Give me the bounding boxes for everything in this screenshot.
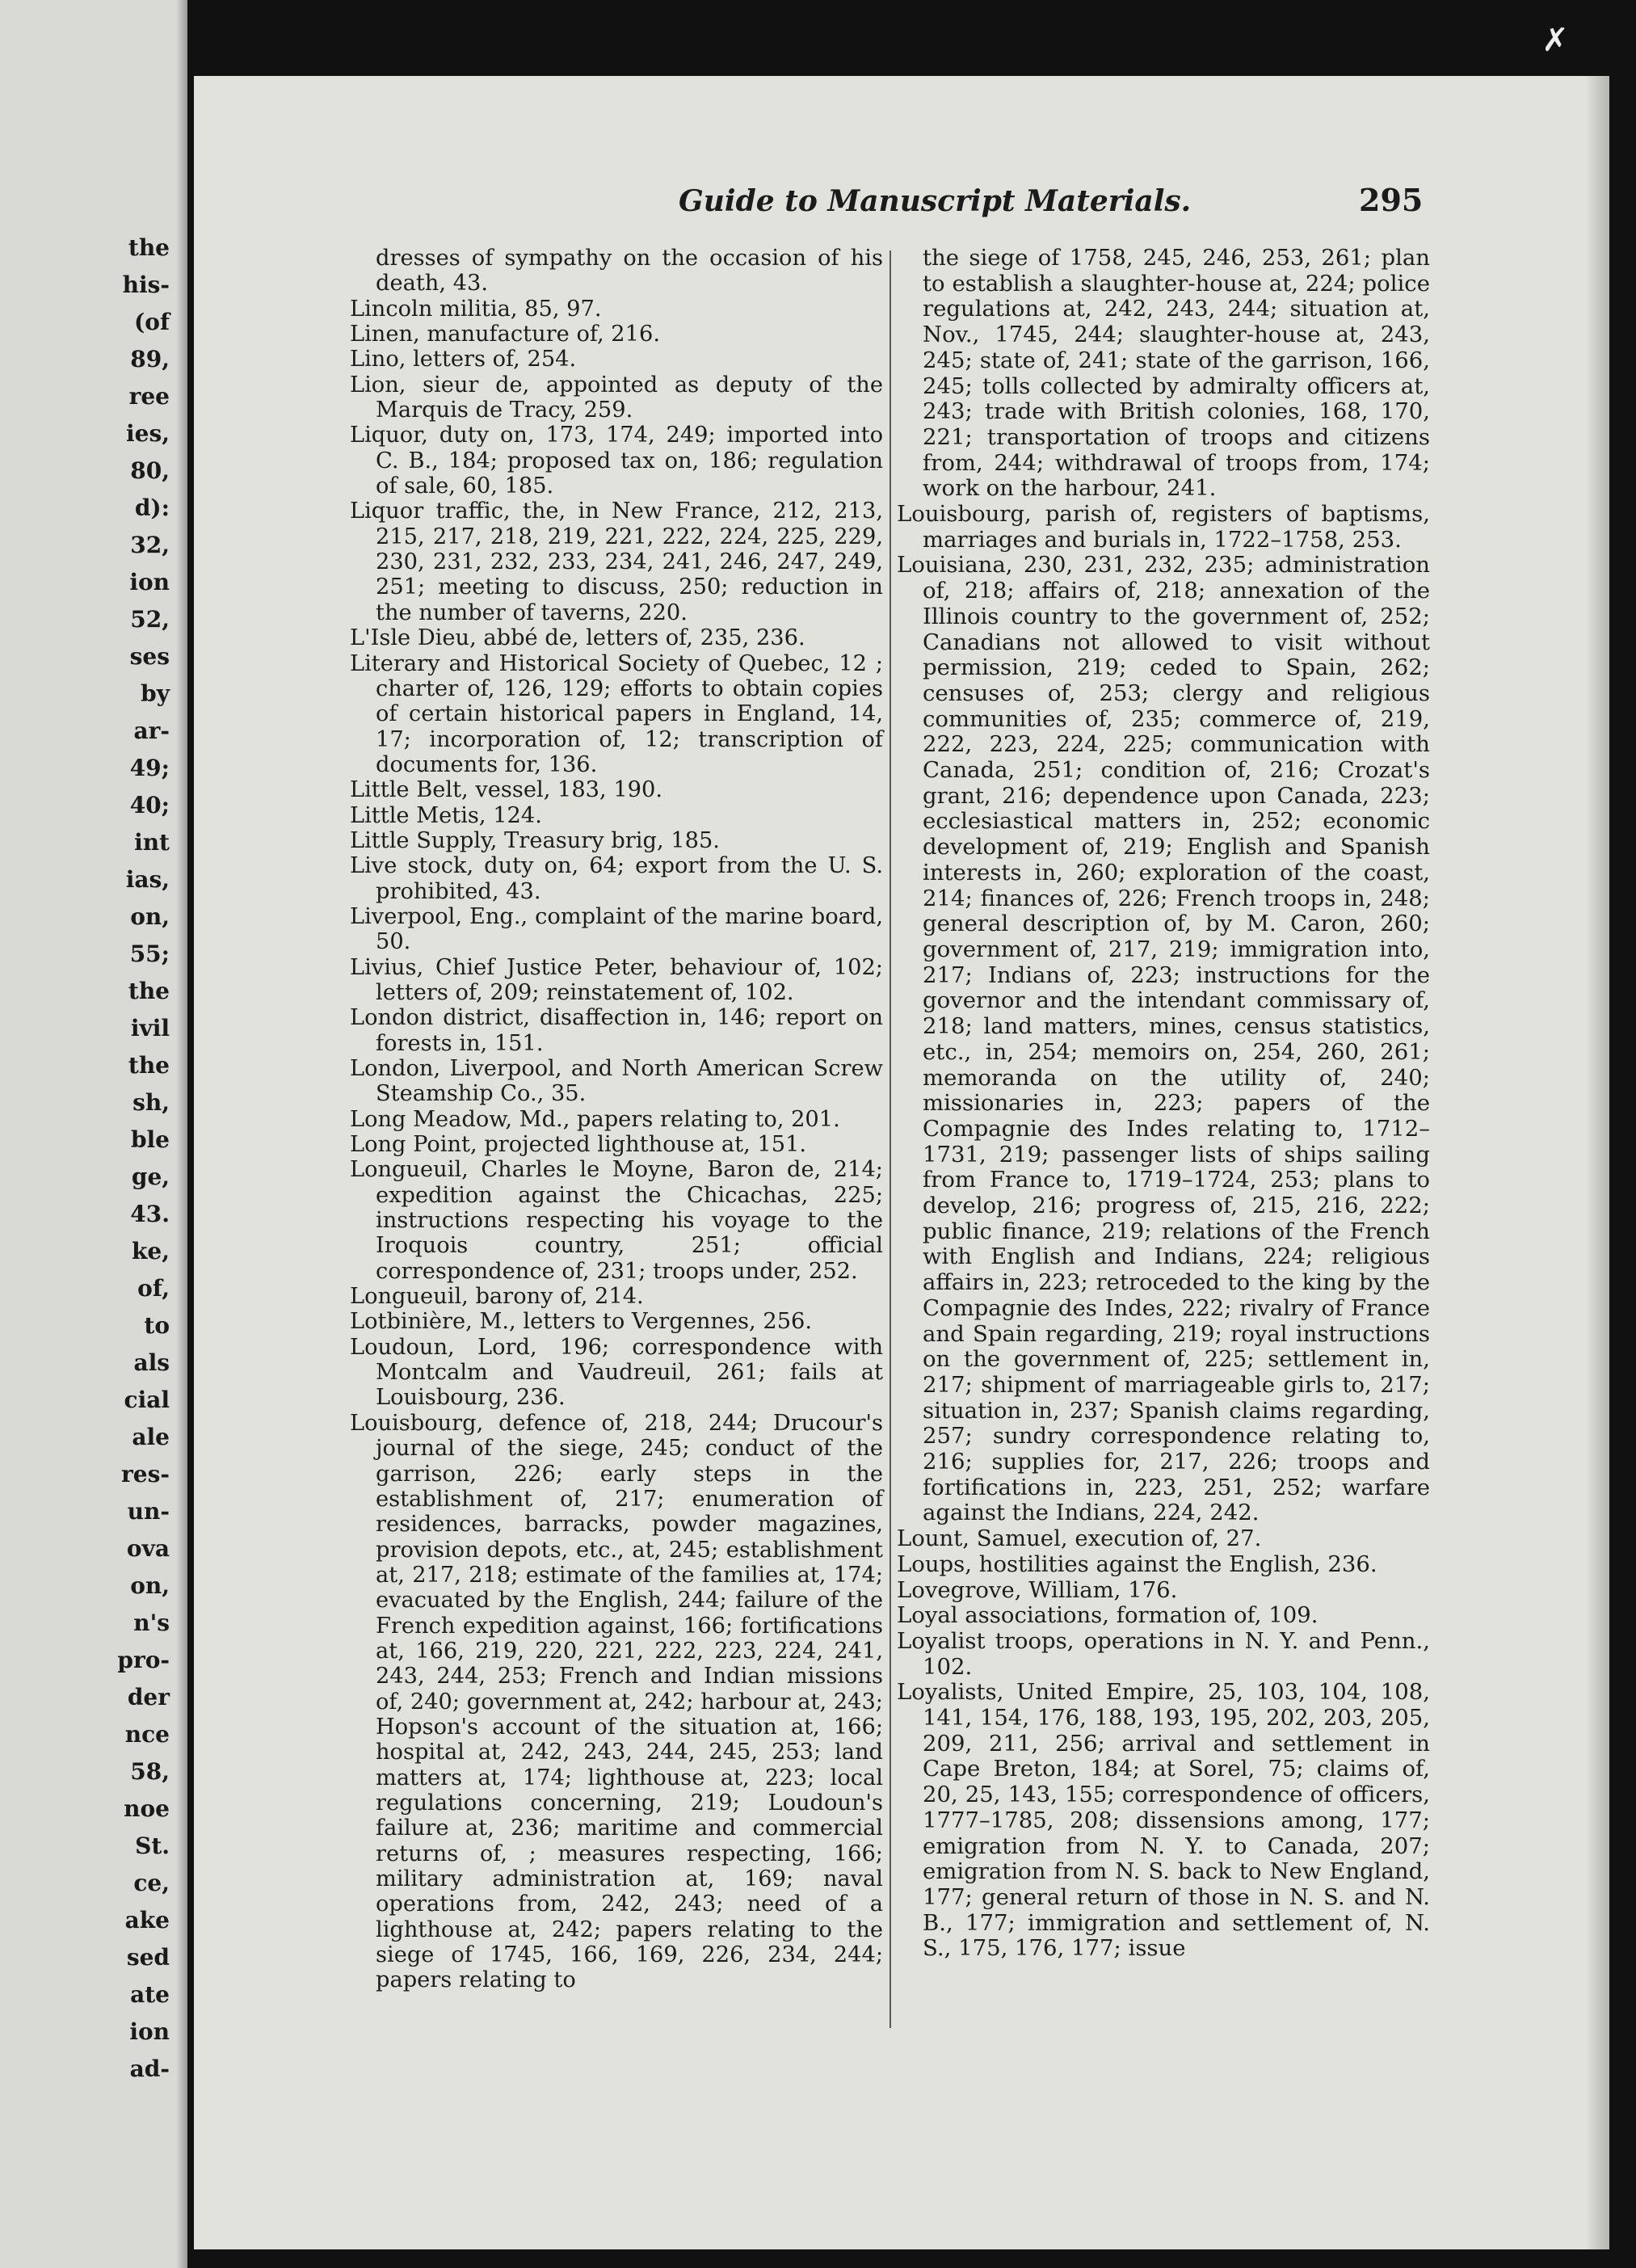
previous-page-fragment: ad- [129, 2056, 170, 2082]
previous-page-fragment: ree [128, 383, 170, 410]
previous-page-fragment: pro- [117, 1647, 170, 1673]
index-entry: Loudoun, Lord, 196; correspondence with Montcalm and Vaudreuil, 261; fails at Louisbourg, 236. [350, 1334, 883, 1411]
previous-page-fragment: res- [121, 1461, 170, 1487]
index-entry: Louisiana, 230, 231, 232, 235; administration of, 218; affairs of, 218; annexation of the Illinois country to the government of, 252; Canadians not allowed to visit without permission, 219; ceded to Spain, 262; censuses of, 253; clergy and religious communities of, 235; commerce of, 219, 222, 223, 224, 225; communication with Canada, 251; condition of, 216; Crozat's grant, 216; dependence upon Canada, 223; ecclesiastical matters in, 252; economic development of, 219; English and Spanish interests in, 260; exploration of the coast, 214; finances of, 226; French troops in, 248; general description of, by M. Caron, 260; government of, 217, 219; immigration into, 217; Indians of, 223; instructions for the governor and the intendant commissary of, 218; land matters, mines, census statistics, etc., in, 254; memoirs on, 254, 260, 261; memoranda on the utility of, 240; missionaries in, 223; papers of the Compagnie des Indes relating to, 1712–1731, 219; passenger lists of ships sailing from France to, 1719–1724, 253; plans to develop, 216; progress of, 215, 216, 222; public finance, 219; relations of the French with English and Indians, 224; religious affairs in, 223; retroceded to the king by the Compagnie des Indes, 222; rivalry of France and Spain regarding, 219; royal instructions on the government of, 225; settlement in, 217; shipment of marriageable girls to, 217; situation in, 237; Spanish claims regarding, 257; sundry correspondence relating to, 216; supplies for, 217, 226; troops and fortifications in, 223, 251, 252; warfare against the Indians, 224, 242. [897, 552, 1430, 1526]
previous-page-fragment: ate [130, 1981, 170, 2008]
previous-page-fragment: un- [127, 1498, 170, 1525]
index-entry: Lino, letters of, 254. [350, 347, 577, 372]
index-entry: Linen, manufacture of, 216. [350, 322, 660, 347]
previous-page-fragment: the [128, 1052, 170, 1079]
index-entry: Lincoln militia, 85, 97. [350, 296, 602, 322]
corner-scan-mark-icon: ✗ [1541, 22, 1569, 59]
previous-page-text-fragments [0, 234, 170, 2173]
previous-page-fragment: by [141, 680, 170, 707]
previous-page-fragment: nce [124, 1721, 170, 1748]
previous-page-fragment: ias, [125, 866, 170, 893]
previous-page-edge [0, 0, 187, 2268]
index-entry: Liquor, duty on, 173, 174, 249; imported into C. B., 184; proposed tax on, 186; regulation of sale, 60, 185. [350, 423, 883, 499]
index-entry: Louisbourg, parish of, registers of baptisms, marriages and burials in, 1722–1758, 253. [897, 501, 1430, 553]
previous-page-fragment: 58, [130, 1758, 170, 1785]
previous-page-fragment: his- [122, 271, 170, 298]
previous-page-fragment: 52, [130, 606, 170, 633]
column-divider [889, 250, 891, 2028]
index-entry: Livius, Chief Justice Peter, behaviour of, 102; letters of, 209; reinstatement of, 102. [350, 954, 883, 1005]
gutter-shadow [176, 0, 187, 2268]
previous-page-fragment: St. [135, 1832, 170, 1859]
index-entry: Literary and Historical Society of Quebec, 12 ; charter of, 126, 129; efforts to obtain copies of certain historical papers in England, 14, 17; incorporation of, 12; transcription of documents for, 136. [350, 650, 883, 777]
previous-page-fragment: sed [126, 1944, 170, 1971]
previous-page-fragment: ion [129, 569, 170, 595]
index-entry: Little Metis, 124. [350, 802, 542, 828]
previous-page-fragment: n's [133, 1609, 170, 1636]
previous-page-fragment: ble [130, 1126, 170, 1153]
previous-page-fragment: sh, [132, 1089, 170, 1116]
index-entry: Longueuil, Charles le Moyne, Baron de, 214; expedition against the Chicachas, 225; instructions respecting his voyage to the Iroquois country, 251; official correspondence of, 231; troops under, 252. [350, 1157, 883, 1284]
previous-page-fragment: 49; [129, 755, 170, 781]
previous-page-fragment: ivil [130, 1015, 170, 1041]
index-entry: Loyalists, United Empire, 25, 103, 104, 108, 141, 154, 176, 188, 193, 195, 202, 203, 205, 209, 211, 256; arrival and settlement in Cape Breton, 184; at Sorel, 75; claims of, 20, 25, 143, 155; correspondence of officers, 1777–1785, 208; dissensions among, 177; emigration from N. Y. to Canada, 207; emigration from N. S. back to New England, 177; general return of those in N. S. and N. B., 177; immigration and settlement of, N. S., 175, 176, 177; issue [897, 1679, 1430, 1962]
running-title: Guide to Manuscript Materials. [679, 184, 1192, 218]
index-entry: Little Belt, vessel, 183, 190. [350, 777, 663, 803]
index-entry: Lount, Samuel, execution of, 27. [897, 1525, 1262, 1552]
previous-page-fragment: ova [126, 1535, 170, 1562]
index-entry: Loyal associations, formation of, 109. [897, 1602, 1318, 1629]
previous-page-fragment: ion [129, 2018, 170, 2045]
previous-page-fragment: cial [124, 1386, 170, 1413]
previous-page-fragment: 55; [129, 940, 170, 967]
index-entry: Live stock, duty on, 64; export from the U. S. prohibited, 43. [350, 853, 883, 904]
previous-page-fragment: ce, [133, 1870, 170, 1896]
index-column-right [897, 246, 1430, 2023]
index-entry: Long Point, projected lighthouse at, 151. [350, 1132, 807, 1158]
previous-page-fragment: ake [124, 1907, 170, 1933]
previous-page-fragment: ge, [131, 1163, 170, 1190]
index-entry: Little Supply, Treasury brig, 185. [350, 827, 720, 853]
previous-page-fragment: 80, [130, 457, 170, 484]
index-entry: dresses of sympathy on the occasion of his death, 43. [376, 246, 883, 297]
page-edge-shadow [1585, 76, 1609, 2249]
index-entry: Liquor traffic, the, in New France, 212, 213, 215, 217, 218, 219, 221, 222, 224, 225, 229, 230, 231, 232, 233, 234, 241, 246, 247, 249, 251; meeting to discuss, 250; reduction in the number of taverns, 220. [350, 499, 883, 625]
index-entry: the siege of 1758, 245, 246, 253, 261; plan to establish a slaughter-house at, 224; police regulations at, 242, 243, 244; situation at, Nov., 1745, 244; slaughter-house at, 243, 245; state of, 241; state of the garrison, 166, 245; tolls collected by admiralty officers at, 243; trade with British colonies, 168, 170, 221; transportation of troops and citizens from, 244; withdrawal of troops from, 174; work on the harbour, 241. [923, 245, 1430, 502]
index-entry: Longueuil, barony of, 214. [350, 1284, 644, 1310]
previous-page-fragment: d): [134, 494, 170, 521]
index-column-left [350, 246, 883, 2023]
previous-page-fragment: 32, [130, 532, 170, 558]
index-entry: Liverpool, Eng., complaint of the marine board, 50. [350, 903, 883, 955]
previous-page-fragment: als [133, 1349, 170, 1376]
previous-page-fragment: ses [129, 643, 170, 670]
previous-page-fragment: ar- [133, 717, 170, 744]
previous-page-fragment: on, [130, 1572, 170, 1599]
previous-page-fragment: 43. [130, 1201, 170, 1227]
previous-page-fragment: of, [137, 1275, 170, 1302]
index-entry: L'Isle Dieu, abbé de, letters of, 235, 236. [350, 625, 805, 651]
previous-page-fragment: the [128, 978, 170, 1004]
index-entry: London district, disaffection in, 146; report on forests in, 151. [350, 1005, 883, 1056]
index-entry: Lovegrove, William, 176. [897, 1576, 1178, 1603]
previous-page-fragment: der [127, 1684, 170, 1710]
index-entry: Loyalist troops, operations in N. Y. and Penn., 102. [897, 1627, 1430, 1680]
index-entry: Lotbinière, M., letters to Vergennes, 256. [350, 1309, 813, 1335]
index-entry: London, Liverpool, and North American Screw Steamship Co., 35. [350, 1056, 883, 1107]
previous-page-fragment: to [144, 1312, 170, 1339]
previous-page-fragment: noe [124, 1795, 170, 1822]
previous-page-fragment: ies, [126, 420, 170, 447]
previous-page-fragment: ke, [132, 1238, 170, 1264]
index-entry: Lion, sieur de, appointed as deputy of the Marquis de Tracy, 259. [350, 372, 883, 423]
previous-page-fragment: 89, [130, 346, 170, 372]
previous-page-fragment: 40; [129, 792, 170, 818]
previous-page-fragment: (of [134, 309, 170, 335]
previous-page-fragment: on, [130, 903, 170, 930]
previous-page-fragment: int [134, 829, 170, 856]
index-entry: Louisbourg, defence of, 218, 244; Drucour's journal of the siege, 245; conduct of the garrison, 226; early steps in the establishment of, 217; enumeration of residences, barracks, powder magazines, provision depots, etc., at, 245; establishment at, 217, 218; estimate of the families at, 174; evacuated by the English, 244; failure of the French expedition against, 166; fortifications at, 166, 219, 220, 221, 222, 223, 224, 241, 243, 244, 253; French and Indian missions of, 240; government at, 242; harbour at, 243; Hopson's account of the situation at, 166; hospital at, 242, 243, 244, 245, 253; land matters at, 174; lighthouse at, 223; local regulations concerning, 219; Loudoun's failure at, 236; maritime and commercial returns of, ; measures respecting, 166; military administration at, 169; naval operations from, 242, 243; need of a lighthouse at, 242; papers relating to the siege of 1745, 166, 169, 226, 234, 244; papers relating to [350, 1410, 883, 1993]
previous-page-fragment: the [128, 234, 170, 261]
page-number: 295 [1359, 182, 1424, 218]
index-entry: Long Meadow, Md., papers relating to, 201. [350, 1106, 840, 1132]
index-entry: Loups, hostilities against the English, 236. [897, 1551, 1377, 1577]
previous-page-fragment: ale [132, 1424, 170, 1450]
